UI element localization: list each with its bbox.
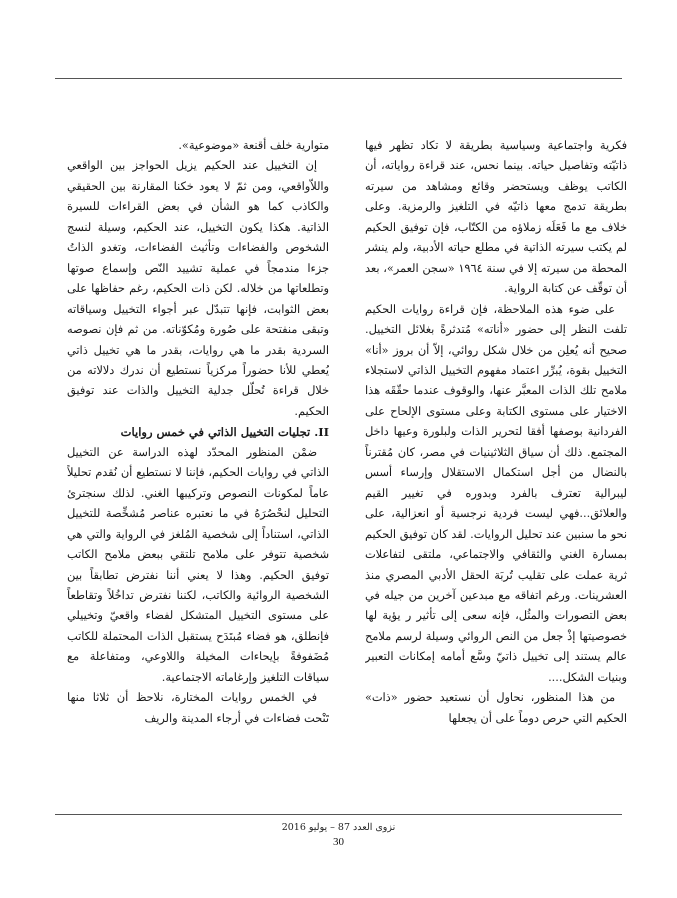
- footer-rule: [55, 814, 622, 815]
- page-number: 30: [333, 836, 344, 848]
- paragraph: إن التخييل عند الحكيم يزيل الحواجز بين الواقعي واللاّواقعي، ومن ثمّ لا يعود خكنا المقارنة بين الحقيقي والكاذب كما هو الشأن في بعض القراءات للسيرة الذاتية. هكذا يكون التخييل، عند الحكيم، وسيلة لنسج الشخوص والفضاءات وتأثيث الفضاءات، وتغدو الذاتُ جزءا مندمجاً في عملية تشييد النّص وإسماع صوتها وتطلعاتها من خلاله. لكن ذات الحكيم، رغم حفاظها على بعض الثوابت، فإنها تتبدّل عبر أجواء التخييل وسياقاته وتبقى منفتحة على صُورة ومُكوّناته. من ثم فإن نصوصه السردية بقدر ما هي روايات، بقدر ما هي تخييل ذاتي يُعطي للأنا حضوراً مركزياً نستطيع أن ندرك دلالاته من خلال قراءة تُحلّل جدلية التخييل والذات عند توفيق الحكيم.: [67, 159, 329, 418]
- paragraph: متوارية خلف أقنعة «موضوعية».: [178, 139, 329, 152]
- header-rule: [55, 78, 622, 79]
- paragraph: على ضوء هذه الملاحظة، فإن قراءة روايات الحكيم تلفت النظر إلى حضور «أناته» مُتدثرةً بغلائل التخييل. صحيح أنه يُعلِن من خلال شكل روائي، إلاّ أن بروز «أنا» التخييل بقوة، يُبرِّر اعتماد مفهوم التخييل الذاتي لاستجلاء ملامح تلك الذات المعبَّر عنها، والوقوف عندما حقّقَه هذا الاختيار على مستوى الكتابة وعلى مستوى الإلحاح على الفردانية بوصفها أفقا لتحرير الذات ولبلورة وعيها داخل المجتمع. ذلك أن سياق الثلاثينيات في مصر، كان مُقترناً بالنضال من أجل استكمال الاستقلال وإرساء أسس ليبرالية تعترف بالفرد وبدوره في تغيير القيم والعلائق...فهي ليست فردية نرجسية أو انعزالية، على نحو ما سنبين عند تحليل الروايات. لقد كان توفيق الحكيم بمسارة الغني والثقافي والاجتماعي، ملتقى لتفاعلات ثرية عملت على تقليب تُربَة الحقل الأدبي المصري منذ العشرينات. ورغم اتفاقه مع مبدعين آخرين من جيله في بعض التصورات والمثُل، فإنه سعى إلى تأثير ر يؤية لها خصوصيتها إذْ جعل من النص الروائي وسيلة لرسم ملامح عالم يستند إلى تخييل ذاتيّ وسَّع أمامه إمكانات التعبير وبنيات الشكل....: [365, 302, 627, 684]
- paragraph: ضمْن المنظور المحدّد لهذه الدراسة عن التخييل الذاتي في روايات الحكيم، فإننا لا نستطيع أن نُقدم تحليلاً عاماً لمكونات النصوص وتركيبها الغني. لذلك سنجترئ التحليل لنحْصُرَهُ في ما نعتبره عناصر مُشخِّصة للتخييل الذاتي، استناداً إلى شخصية المُلغز في الرواية والتي هي شخصية تتوفر على ملامح تلتقي ببعض ملامح الكاتب توفيق الحكيم. وهذا لا يعني أننا نفترض تطابقاً بين الشخصية الروائية والكاتب، لكننا نفترض تداخُلاً وتقاطعاً على مستوى التخييل المتشكل لفضاء واقعيّ وتخييلي فإنطلق، هو فضاء مُبتَدَح يستقبل الذات المحتملة للكاتب مُضَفوفةً بإيحاءات المخيلة واللاوعي، ومتفاعلة مع سياقات التلغيز وإرغاماته الاجتماعية.: [67, 445, 329, 684]
- paragraph: فكرية واجتماعية وسياسية بطريقة لا تكاد تظهر فيها ذاتيّته وتفاصيل حياته. بينما نحس، عند قراءة رواياته، أن الكاتب يوظف ويستحضر وقائع ومشاهد من سيرته بطريقة تدمج معها ذاتيّه في التلغيز والرمزية. وعلى خلاف مع ما فَعَلَه زملاؤه من الكتّاب، فإن توفيق الحكيم لم يكتب سيرته الذاتية في مطلع حياته الأدبية، ولم ينشر المحطة من سيرته إلا في سنة ١٩٦٤ «سجن العمر»، بعد أن توقّف عن كتابة الرواية.: [365, 139, 627, 296]
- footer-issue-label: نزوى العدد 87 – يوليو 2016: [281, 822, 396, 833]
- article-column-left: [67, 136, 329, 812]
- article-column-right: [365, 136, 627, 812]
- section-heading: II. تجليات التخييل الذاتي في خمس روايات: [120, 425, 329, 440]
- paragraph: من هذا المنظور، نحاول أن نستعيد حضور «ذات» الحكيم التي حرص دوماً على أن يجعلها: [365, 691, 627, 725]
- paragraph: في الخمس روايات المختارة، نلاحظ أن ثلاثا منها تَنْحت فضاءات في أرجاء المدينة والريف: [67, 691, 329, 725]
